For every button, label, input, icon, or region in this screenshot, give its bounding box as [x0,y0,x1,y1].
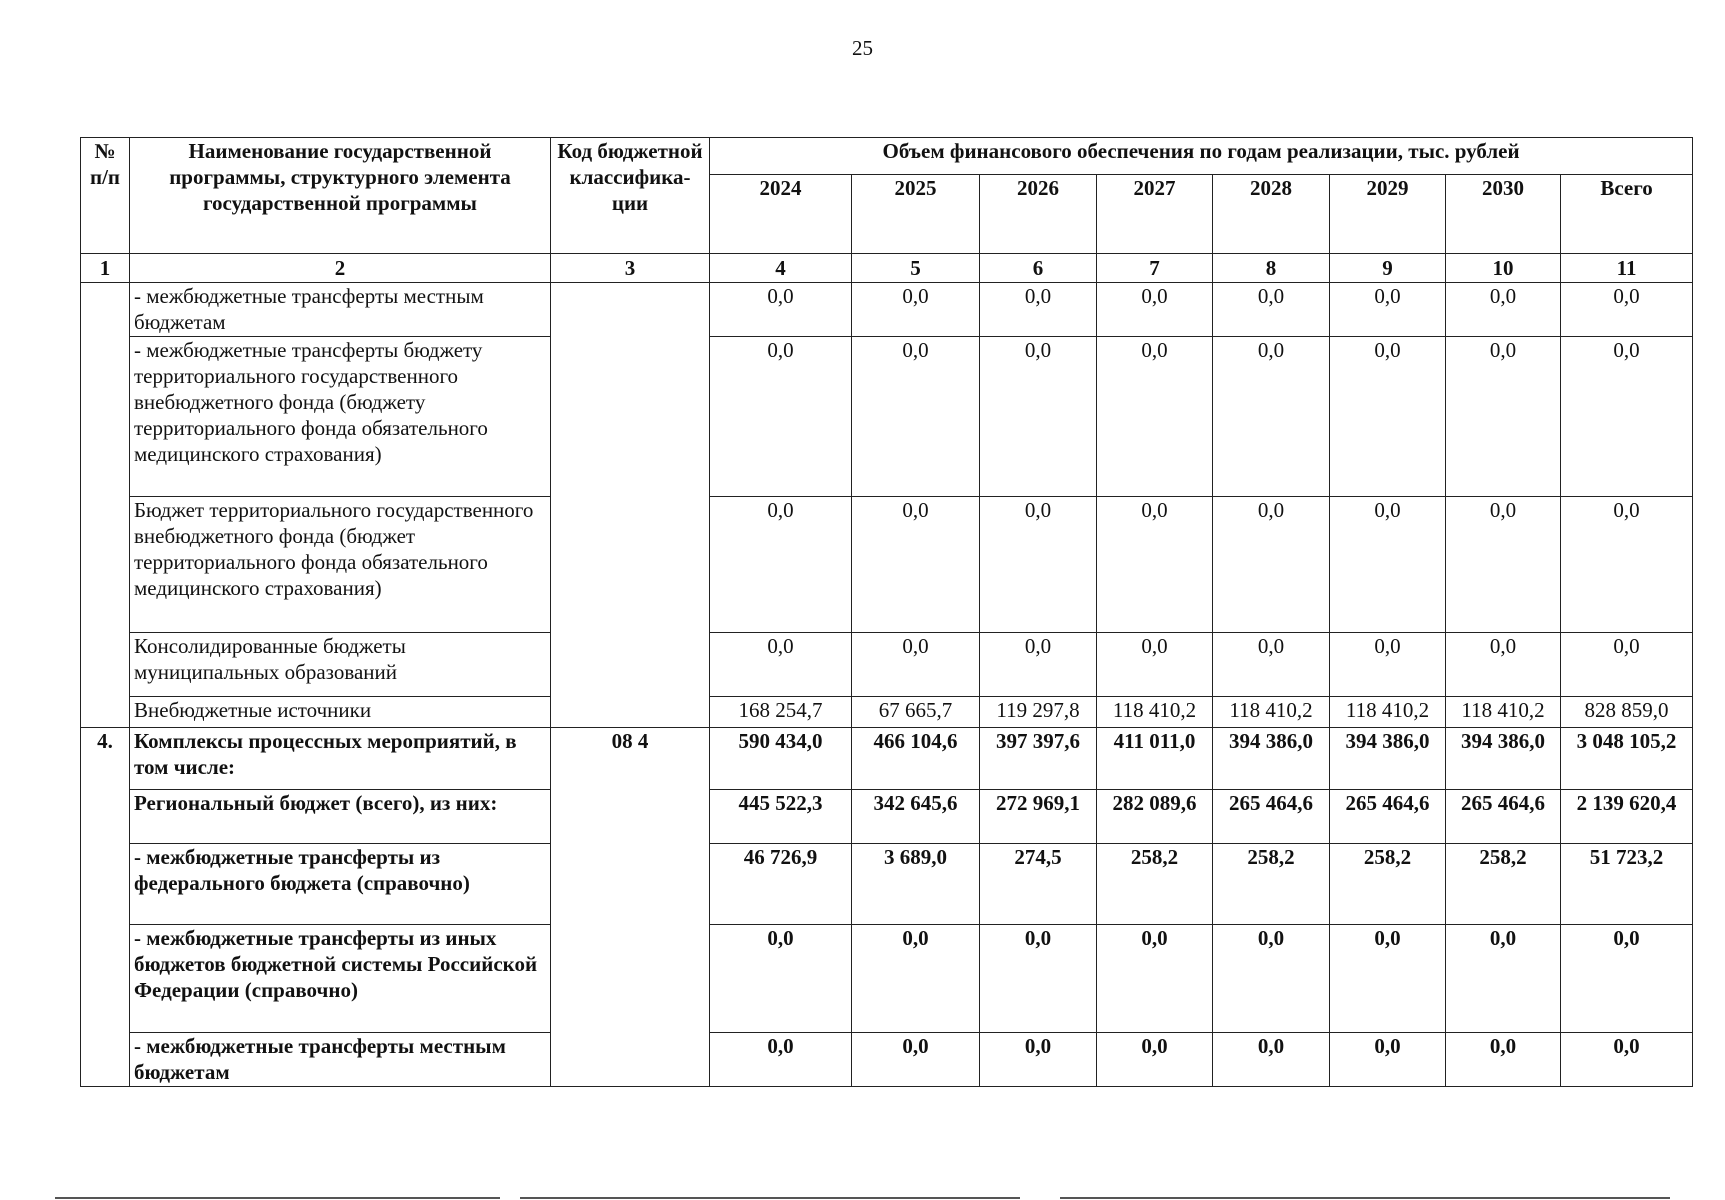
table-row [81,633,1693,697]
value-cell: 0,0 [980,1033,1097,1087]
table-row [81,1033,1693,1087]
value-cell: 0,0 [1213,497,1330,633]
value-cell: 0,0 [1330,337,1446,497]
row-name: - межбюджетные трансферты бюджету территориального государственного внебюджетного фонда (бюджету территориального фонда обязательного медицинского страхования) [130,337,551,497]
column-number: 2 [130,254,551,283]
value-cell: 0,0 [1330,633,1446,697]
row-name: Бюджет территориального государственного внебюджетного фонда (бюджет территориального фонда обязательного медицинского страхования) [130,497,551,633]
value-cell: 168 254,7 [710,697,852,728]
value-cell: 0,0 [710,337,852,497]
header-no: № п/п [81,138,130,254]
value-cell: 0,0 [1446,925,1561,1033]
value-cell: 0,0 [710,1033,852,1087]
value-cell: 119 297,8 [980,697,1097,728]
value-cell: 0,0 [1561,633,1693,697]
value-cell: 828 859,0 [1561,697,1693,728]
value-cell: 0,0 [1097,633,1213,697]
value-cell: 0,0 [1330,497,1446,633]
column-number: 7 [1097,254,1213,283]
row-name: - межбюджетные трансферты местным бюджетам [130,283,551,337]
value-cell: 0,0 [980,497,1097,633]
value-cell: 394 386,0 [1446,728,1561,790]
value-cell: 118 410,2 [1097,697,1213,728]
value-cell: 411 011,0 [1097,728,1213,790]
value-cell: 0,0 [1446,283,1561,337]
table-row [81,790,1693,844]
header-year-2026: 2026 [980,175,1097,254]
value-cell: 0,0 [852,925,980,1033]
table-row [81,925,1693,1033]
value-cell: 0,0 [1446,633,1561,697]
value-cell: 3 048 105,2 [1561,728,1693,790]
row-name: - межбюджетные трансферты из федерального бюджета (справочно) [130,844,551,925]
value-cell: 0,0 [1330,1033,1446,1087]
value-cell: 0,0 [1097,1033,1213,1087]
header-total: Всего [1561,175,1693,254]
header-code: Код бюджетной классифика-ции [551,138,710,254]
value-cell: 0,0 [852,1033,980,1087]
header-year-2024: 2024 [710,175,852,254]
value-cell: 2 139 620,4 [1561,790,1693,844]
header-name: Наименование государственной программы, структурного элемента государственной программы [130,138,551,254]
page-number: 25 [852,36,873,60]
value-cell: 67 665,7 [852,697,980,728]
row-name: Региональный бюджет (всего), из них: [130,790,551,844]
value-cell: 0,0 [852,497,980,633]
value-cell: 272 969,1 [980,790,1097,844]
value-cell: 258,2 [1097,844,1213,925]
value-cell: 397 397,6 [980,728,1097,790]
value-cell: 46 726,9 [710,844,852,925]
value-cell: 51 723,2 [1561,844,1693,925]
value-cell: 0,0 [1330,925,1446,1033]
value-cell: 0,0 [1446,337,1561,497]
value-cell: 0,0 [1561,1033,1693,1087]
column-number: 8 [1213,254,1330,283]
value-cell: 258,2 [1213,844,1330,925]
value-cell: 118 410,2 [1330,697,1446,728]
column-number: 11 [1561,254,1693,283]
value-cell: 0,0 [710,633,852,697]
table-row [81,728,1693,790]
row-code: 08 4 [551,728,710,1087]
row-name: Внебюджетные источники [130,697,551,728]
column-number: 3 [551,254,710,283]
column-numbers-row [81,254,1693,283]
row-number-cell [81,283,130,728]
value-cell: 265 464,6 [1213,790,1330,844]
row-code-cell [551,283,710,728]
value-cell: 0,0 [710,925,852,1033]
table-row [81,283,1693,337]
header-year-2027: 2027 [1097,175,1213,254]
row-name: - межбюджетные трансферты из иных бюджетов бюджетной системы Российской Федерации (справочно) [130,925,551,1033]
scan-artifact-line [520,1197,1020,1199]
value-cell: 0,0 [710,497,852,633]
header-year-2030: 2030 [1446,175,1561,254]
value-cell: 466 104,6 [852,728,980,790]
column-number: 6 [980,254,1097,283]
scan-artifact-line [55,1197,500,1199]
value-cell: 0,0 [1330,283,1446,337]
value-cell: 0,0 [1561,497,1693,633]
value-cell: 445 522,3 [710,790,852,844]
value-cell: 0,0 [1213,925,1330,1033]
value-cell: 0,0 [1561,925,1693,1033]
header-financing-group: Объем финансового обеспечения по годам реализации, тыс. рублей [710,138,1693,175]
value-cell: 258,2 [1330,844,1446,925]
table-row [81,497,1693,633]
row-name: Комплексы процессных мероприятий, в том числе: [130,728,551,790]
value-cell: 265 464,6 [1330,790,1446,844]
value-cell: 0,0 [1213,283,1330,337]
value-cell: 0,0 [1213,337,1330,497]
column-number: 1 [81,254,130,283]
value-cell: 590 434,0 [710,728,852,790]
table-row [81,844,1693,925]
value-cell: 118 410,2 [1213,697,1330,728]
value-cell: 0,0 [980,925,1097,1033]
value-cell: 3 689,0 [852,844,980,925]
column-number: 4 [710,254,852,283]
table-row [81,337,1693,497]
financing-table [80,137,1693,1087]
value-cell: 0,0 [852,337,980,497]
value-cell: 0,0 [1097,337,1213,497]
value-cell: 274,5 [980,844,1097,925]
value-cell: 118 410,2 [1446,697,1561,728]
row-name: Консолидированные бюджеты муниципальных образований [130,633,551,697]
value-cell: 0,0 [710,283,852,337]
value-cell: 394 386,0 [1213,728,1330,790]
column-number: 9 [1330,254,1446,283]
header-year-2028: 2028 [1213,175,1330,254]
value-cell: 258,2 [1446,844,1561,925]
row-name: - межбюджетные трансферты местным бюджетам [130,1033,551,1087]
value-cell: 342 645,6 [852,790,980,844]
value-cell: 0,0 [1213,1033,1330,1087]
value-cell: 0,0 [1097,283,1213,337]
value-cell: 0,0 [1561,337,1693,497]
value-cell: 0,0 [980,633,1097,697]
row-number: 4. [81,728,130,1087]
value-cell: 282 089,6 [1097,790,1213,844]
value-cell: 0,0 [1097,925,1213,1033]
header-year-2025: 2025 [852,175,980,254]
value-cell: 0,0 [1561,283,1693,337]
scan-artifact-line [1060,1197,1670,1199]
value-cell: 0,0 [980,283,1097,337]
value-cell: 0,0 [1446,497,1561,633]
value-cell: 0,0 [1446,1033,1561,1087]
value-cell: 394 386,0 [1330,728,1446,790]
table-row [81,697,1693,728]
value-cell: 0,0 [852,283,980,337]
column-number: 10 [1446,254,1561,283]
value-cell: 0,0 [1213,633,1330,697]
value-cell: 0,0 [852,633,980,697]
column-number: 5 [852,254,980,283]
value-cell: 0,0 [1097,497,1213,633]
value-cell: 265 464,6 [1446,790,1561,844]
header-year-2029: 2029 [1330,175,1446,254]
value-cell: 0,0 [980,337,1097,497]
